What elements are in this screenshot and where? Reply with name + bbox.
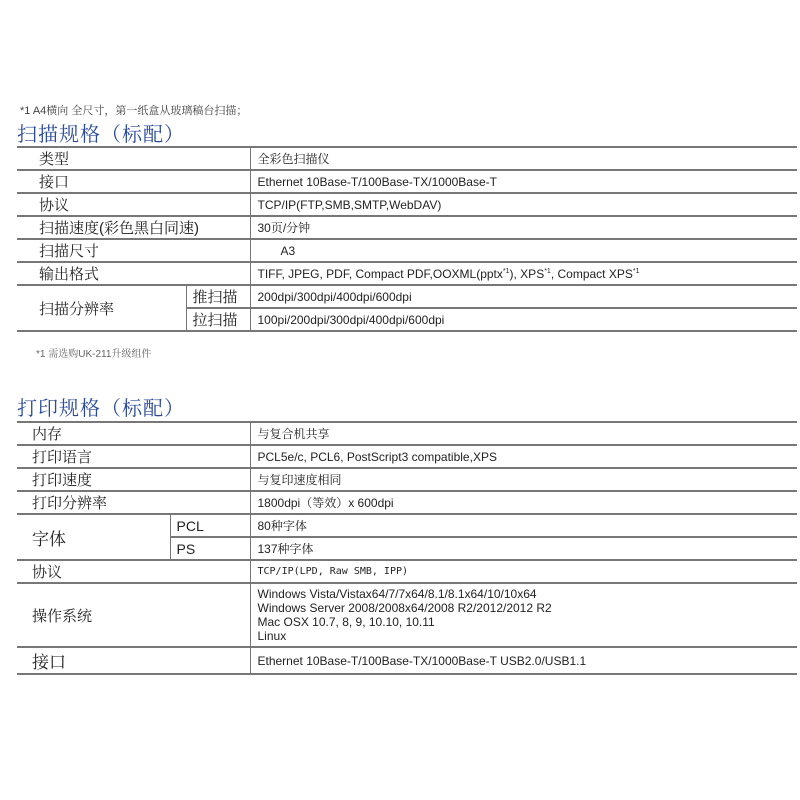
row-label: 扫描分辨率 [17,285,186,331]
row-value: 与复印速度相同 [250,468,797,491]
row-label: 扫描尺寸 [17,239,250,262]
scan-footnote: *1 需选购UK-211升级组件 [36,349,152,360]
row-value: TCP/IP(LPD, Raw SMB, IPP) [250,560,797,583]
row-value: 80种字体 [250,514,797,537]
table-row [17,514,797,537]
footnote-mark: *1 [544,267,551,275]
value-part: , Compact XPS [550,266,633,281]
table-row [17,285,797,308]
table-row [17,170,797,193]
footnote-mark: *1 [632,267,640,275]
os-line: Windows Server 2008/2008x64/2008 R2/2012/2012 R2 [257,601,552,615]
row-value: 与复合机共享 [250,422,797,445]
table-row [17,445,797,468]
row-value: 100pi/200dpi/300dpi/400dpi/600dpi [250,308,797,331]
value-part: TIFF, JPEG, PDF, Compact PDF,OOXML(pptx [257,266,503,281]
table-row [17,262,797,285]
sub-label: PCL [170,514,250,537]
table-row [17,147,797,170]
row-value: Ethernet 10Base-T/100Base-TX/1000Base-T [250,170,797,193]
row-value [250,583,797,647]
row-value: 200dpi/300dpi/400dpi/600dpi [250,285,797,308]
row-label: 接口 [17,170,250,193]
scan-spec-table [17,146,797,332]
os-line: Windows Vista/Vistax64/7/7x64/8.1/8.1x64/10/10x64 [257,587,537,601]
sub-label: PS [170,537,250,560]
table-row [17,193,797,216]
row-label: 字体 [17,514,170,560]
sub-label: 推扫描 [186,285,250,308]
row-value: 全彩色扫描仪 [250,147,797,170]
row-label: 接口 [17,647,250,674]
os-line: Linux [257,629,287,643]
table-row [17,422,797,445]
row-value: PCL5e/c, PCL6, PostScript3 compatible,XPS [250,445,797,468]
row-label: 打印速度 [17,468,250,491]
row-value: 30页/分钟 [250,216,797,239]
row-label: 扫描速度(彩色黑白同速) [17,216,250,239]
table-row [17,491,797,514]
row-label: 打印分辨率 [17,491,250,514]
sub-label: 拉扫描 [186,308,250,331]
row-value: A3 [250,239,797,262]
table-row [17,468,797,491]
row-label: 协议 [17,560,250,583]
row-value: 137种字体 [250,537,797,560]
scan-spec-title: 扫描规格（标配） [17,124,185,146]
row-label: 协议 [17,193,250,216]
row-value: Ethernet 10Base-T/100Base-TX/1000Base-T USB2.0/USB1.1 [250,647,797,674]
row-value: 1800dpi（等效）x 600dpi [250,491,797,514]
row-label: 打印语言 [17,445,250,468]
row-value: TCP/IP(FTP,SMB,SMTP,WebDAV) [250,193,797,216]
row-value [250,262,797,285]
table-row [17,647,797,674]
table-row [17,216,797,239]
row-label: 类型 [17,147,250,170]
table-row [17,239,797,262]
top-footnote: *1 A4横向 全尺寸，第一纸盒从玻璃稿台扫描； [20,105,248,117]
row-label: 内存 [17,422,250,445]
value-part: ), XPS [509,266,545,281]
row-label: 操作系统 [17,583,250,647]
footnote-mark: *1 [502,267,510,275]
print-spec-table [17,421,797,675]
print-spec-title: 打印规格（标配） [17,398,185,420]
table-row [17,560,797,583]
table-row [17,583,797,647]
os-line: Mac OSX 10.7, 8, 9, 10.10, 10.11 [257,615,435,629]
row-label: 输出格式 [17,262,250,285]
